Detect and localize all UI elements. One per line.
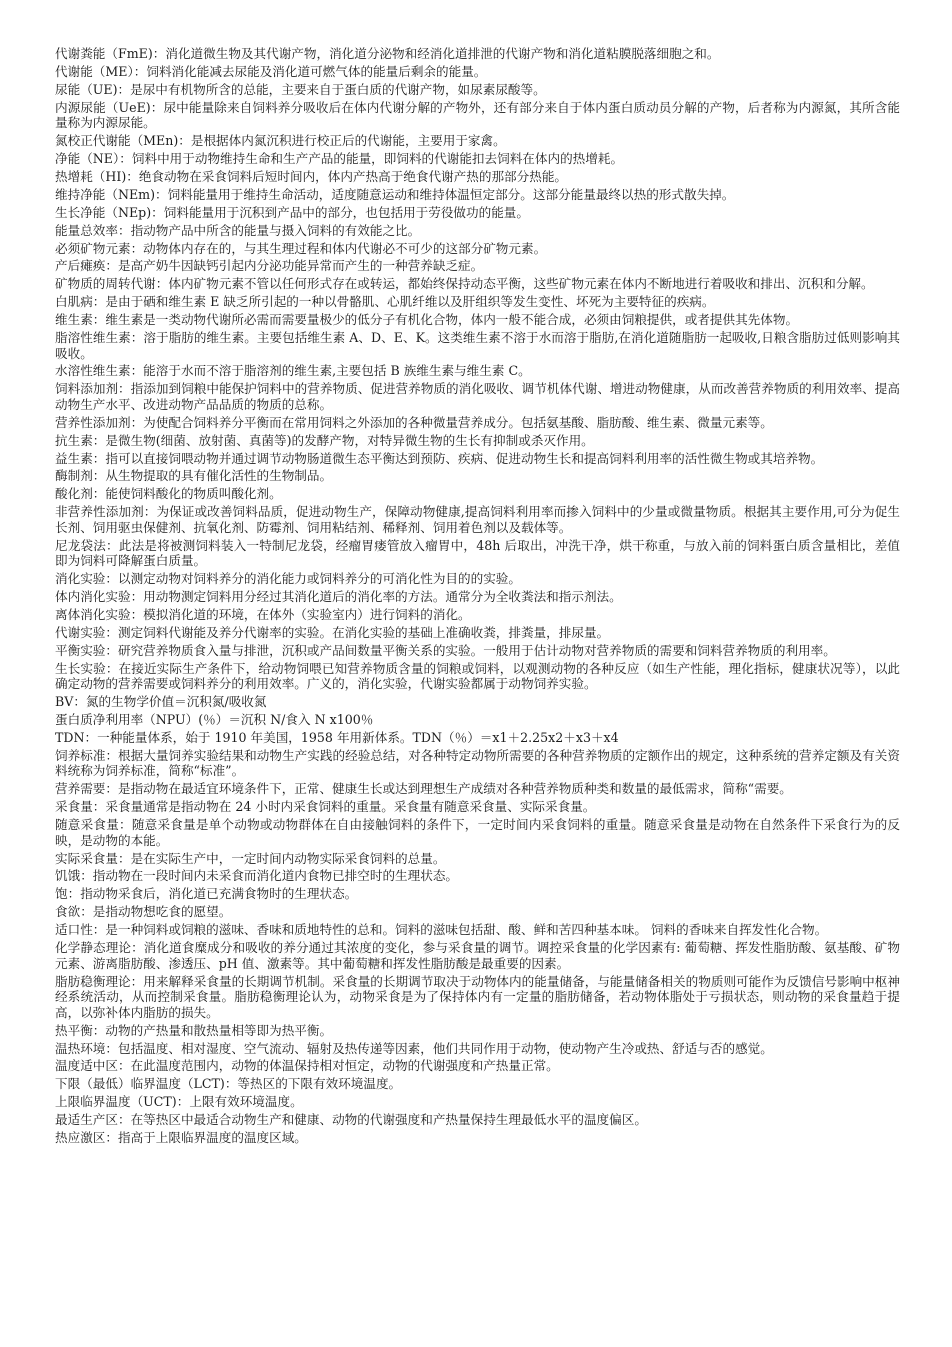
- term-satiety: 饱：指动物采食后，消化道已充满食物时的生理状态。: [55, 886, 358, 902]
- term-in-vitro-digestion: 离体消化实验：模拟消化道的环境，在体外（实验室内）进行饲料的消化。: [55, 607, 471, 623]
- term-nylon-bag-method: 尼龙袋法：此法是将被测饲料装入一特制尼龙袋，经瘤胃瘘管放入瘤胃中，48h 后取出，冲洗干净，烘干称重，与放入前的饲料蛋白质含量相比，差值即为饲料可降解蛋白质量。: [55, 537, 900, 569]
- term-non-nutritional-additive: 非营养性添加剂：为保证或改善饲料品质，促进动物生产，保障动物健康,提高饲料利用率而掺入饲料中的少量或微量物质。根据其主要作用,可分为促生长剂、饲用驱虫保健剂、抗氧化剂、防霉剂、饲用粘结剂、稀释剂、饲用着色剂以及载体等。: [55, 504, 900, 535]
- term-feeding-standard: 饲养标准：根据大量饲养实验结果和动物生产实践的经验总结，对各种特定动物所需要的各种营养物质的定额作出的规定，这种系统的营养定额及有关资料统称为饲养标准，简称“标准”。: [55, 747, 900, 779]
- term-water-soluble-vitamin: 水溶性维生素：能溶于水而不溶于脂溶剂的维生素,主要包括 B 族维生素与维生素 C。: [55, 363, 531, 379]
- term-heat-increment: 热增耗（HI)：绝食动物在采食饲料后短时间内，体内产热高于绝食代谢产热的那部分热能。: [55, 168, 568, 184]
- term-hunger: 饥饿：指动物在一段时间内未采食而消化道内食物已排空时的生理状态。: [55, 868, 458, 884]
- term-appetite: 食欲：是指动物想吃食的愿望。: [55, 904, 232, 920]
- term-nutrient-requirement: 营养需要：是指动物在最适宜环境条件下，正常、健康生长或达到理想生产成绩对各种营养物质种类和数量的最低需求，简称“需要。: [55, 781, 792, 797]
- term-urinary-energy: 尿能（UE)：是尿中有机物所含的总能，主要来自于蛋白质的代谢产物，如尿素尿酸等。: [55, 81, 546, 97]
- term-enzyme: 酶制剂：从生物提取的具有催化活性的生物制品。: [55, 468, 333, 484]
- term-metabolism-trial: 代谢实验：测定饲料代谢能及养分代谢率的实验。在消化实验的基础上准确收粪，排粪量，排尿量。: [55, 624, 610, 640]
- term-essential-minerals: 必须矿物元素：动物体内存在的，与其生理过程和体内代谢必不可少的这部分矿物元素。: [55, 240, 547, 256]
- term-nitrogen-corrected-me: 氮校正代谢能（MEn)：是根据体内氮沉积进行校正后的代谢能，主要用于家禽。: [55, 133, 506, 149]
- term-acidifier: 酸化剂：能使饲料酸化的物质叫酸化剂。: [55, 486, 282, 502]
- term-thermal-environment: 温热环境：包括温度、相对湿度、空气流动、辐射及热传递等因素，他们共同作用于动物，使动物产生冷或热、舒适与否的感觉。: [55, 1040, 773, 1056]
- term-net-energy: 净能（NE）：饲料中用于动物维持生命和生产产品的能量，即饲料的代谢能扣去饲料在体内的热增耗。: [55, 151, 624, 167]
- term-thermoneutral-zone: 温度适中区：在此温度范围内，动物的体温保持相对恒定，动物的代谢强度和产热量正常。: [55, 1058, 559, 1074]
- term-lower-critical-temperature: 下限（最低）临界温度（LCT)：等热区的下限有效环境温度。: [55, 1076, 402, 1092]
- term-biological-value: BV：氮的生物学价值＝沉积氮/吸收氮: [55, 694, 267, 710]
- term-voluntary-intake: 随意采食量：随意采食量是单个动物或动物群体在自由接触饲料的条件下，一定时间内采食饲料的重量。随意采食量是动物在自然条件下采食行为的反映，是动物的本能。: [55, 817, 900, 848]
- term-heat-stress-zone: 热应激区：指高于上限临界温度的温度区域。: [55, 1129, 307, 1145]
- term-actual-intake: 实际采食量：是在实际生产中，一定时间内动物实际采食饲料的总量。: [55, 850, 446, 866]
- term-milk-fever: 产后瘫痪：是高产奶牛因缺钙引起内分泌功能异常而产生的一种营养缺乏症。: [55, 258, 484, 274]
- term-endogenous-urinary-energy: 内源尿能（UeE)：尿中能量除来自饲料养分吸收后在体内代谢分解的产物外，还有部分来自于体内蛋白质动员分解的产物，后者称为内源氮，其所含能量称为内源尿能。: [55, 99, 900, 131]
- term-tdn: TDN：一种能量体系，始于 1910 年美国，1958 年用新体系。TDN（％）＝x1＋2.25x2＋x3＋x4: [55, 729, 619, 745]
- term-energy-efficiency: 能量总效率：指动物产品中所含的能量与摄入饲料的有效能之比。: [55, 222, 421, 238]
- term-in-vivo-digestion: 体内消化实验：用动物测定饲料用分经过其消化道后的消化率的方法。通常分为全收粪法和指示剂法。: [55, 589, 622, 605]
- term-balance-trial: 平衡实验：研究营养物质食入量与排泄，沉积或产品间数量平衡关系的实验。一般用于估计动物对营养物质的需要和饲料营养物质的利用率。: [55, 642, 836, 658]
- term-upper-critical-temperature: 上限临界温度（UCT)：上限有效环境温度。: [55, 1094, 303, 1110]
- term-palatability: 适口性：是一种饲料或饲粮的滋味、香味和质地特性的总和。饲料的滋味包括甜、酸、鲜和苦四种基本味。 饲料的香味来自挥发性化合物。: [55, 922, 828, 938]
- term-mineral-turnover: 矿物质的周转代谢：体内矿物元素不管以任何形式存在或转运，都始终保持动态平衡，这些矿物元素在体内不断地进行着吸收和排出、沉积和分解。: [55, 276, 874, 292]
- term-maintenance-net-energy: 维持净能（NEm)：饲料能量用于维持生命活动，适度随意运动和维持体温恒定部分。这部分能量最终以热的形式散失掉。: [55, 186, 735, 202]
- term-metabolizable-energy: 代谢能（ME）：饲料消化能减去尿能及消化道可燃气体的能量后剩余的能量。: [55, 63, 487, 79]
- term-lipostatic-theory: 脂肪稳衡理论：用来解释采食量的长期调节机制。采食量的长期调节取决于动物体内的能量储备，与能量储备相关的物质则可能作为反馈信号影响中枢神经系统活动，从而控制采食量。脂肪稳衡理论认为，动物采食是为了保持体内有一定量的脂肪储备，若动物体脂处于亏损状态，则动物的采食量趋于提高，以弥补体内脂肪的损失。: [55, 973, 900, 1020]
- term-nutritional-additive: 营养性添加剂：为使配合饲料养分平衡而在常用饲料之外添加的各种微量营养成分。包括氨基酸、脂肪酸、维生素、微量元素等。: [55, 414, 773, 430]
- term-fat-soluble-vitamin: 脂溶性维生素：溶于脂肪的维生素。主要包括维生素 A、D、E、K。这类维生素不溶于水而溶于脂肪,在消化道随脂肪一起吸收,日粮含脂肪过低则影响其吸收。: [55, 329, 900, 361]
- term-net-protein-utilization: 蛋白质净利用率（NPU）(％）＝沉积 N/食入 N x100％: [55, 712, 374, 728]
- term-chemostatic-theory: 化学静态理论：消化道食糜成分和吸收的养分通过其浓度的变化，参与采食量的调节。调控采食量的化学因素有: 葡萄糖、挥发性脂肪酸、氨基酸、矿物元素、游离脂肪酸、渗透压、pH 值、激素等。其中葡萄糖和挥发性脂肪酸是最重要的因素。: [55, 940, 900, 971]
- term-growth-trial: 生长实验：在接近实际生产条件下，给动物饲喂已知营养物质含量的饲粮或饲料，以观测动物的各种反应（如生产性能，理化指标，健康状况等），以此确定动物的营养需要或饲料养分的利用效率。广义的，消化实验，代谢实验都属于动物饲养实验。: [55, 660, 900, 692]
- document-body: [55, 46, 900, 1148]
- term-optimal-production-zone: 最适生产区：在等热区中最适合动物生产和健康、动物的代谢强度和产热量保持生理最低水平的温度偏区。: [55, 1112, 647, 1128]
- term-feed-additive: 饲料添加剂：指添加到饲粮中能保护饲料中的营养物质、促进营养物质的消化吸收、调节机体代谢、增进动物健康，从而改善营养物质的利用效率、提高动物生产水平、改进动物产品品质的物质的总称。: [55, 381, 900, 412]
- term-heat-balance: 热平衡：动物的产热量和散热量相等即为热平衡。: [55, 1022, 333, 1038]
- term-probiotic: 益生素：指可以直接饲喂动物并通过调节动物肠道微生态平衡达到预防、疾病、促进动物生长和提高饲料利用率的活性微生物或其培养物。: [55, 450, 824, 466]
- term-fecal-metabolic-energy: 代谢粪能（FmE)：消化道微生物及其代谢产物，消化道分泌物和经消化道排泄的代谢产物和消化道粘膜脱落细胞之和。: [55, 46, 720, 61]
- term-growth-net-energy: 生长净能（NEp)：饲料能量用于沉积到产品中的部分，也包括用于劳役做功的能量。: [55, 204, 529, 220]
- term-vitamin: 维生素：维生素是一类动物代谢所必需而需要量极少的低分子有机化合物，体内一般不能合成，必须由饲粮提供，或者提供其先体物。: [55, 312, 799, 328]
- term-digestion-trial: 消化实验：以测定动物对饲料养分的消化能力或饲料养分的可消化性为目的的实验。: [55, 571, 521, 587]
- term-antibiotic: 抗生素：是微生物(细菌、放射菌、真菌等)的发酵产物，对特异微生物的生长有抑制或杀灭作用。: [55, 432, 594, 448]
- term-feed-intake: 采食量：采食量通常是指动物在 24 小时内采食饲料的重量。采食量有随意采食量、实际采食量。: [55, 799, 596, 815]
- term-white-muscle-disease: 白肌病：是由于硒和维生素 E 缺乏所引起的一种以骨骼肌、心肌纤维以及肝组织等发生变性、坏死为主要特征的疾病。: [55, 294, 715, 310]
